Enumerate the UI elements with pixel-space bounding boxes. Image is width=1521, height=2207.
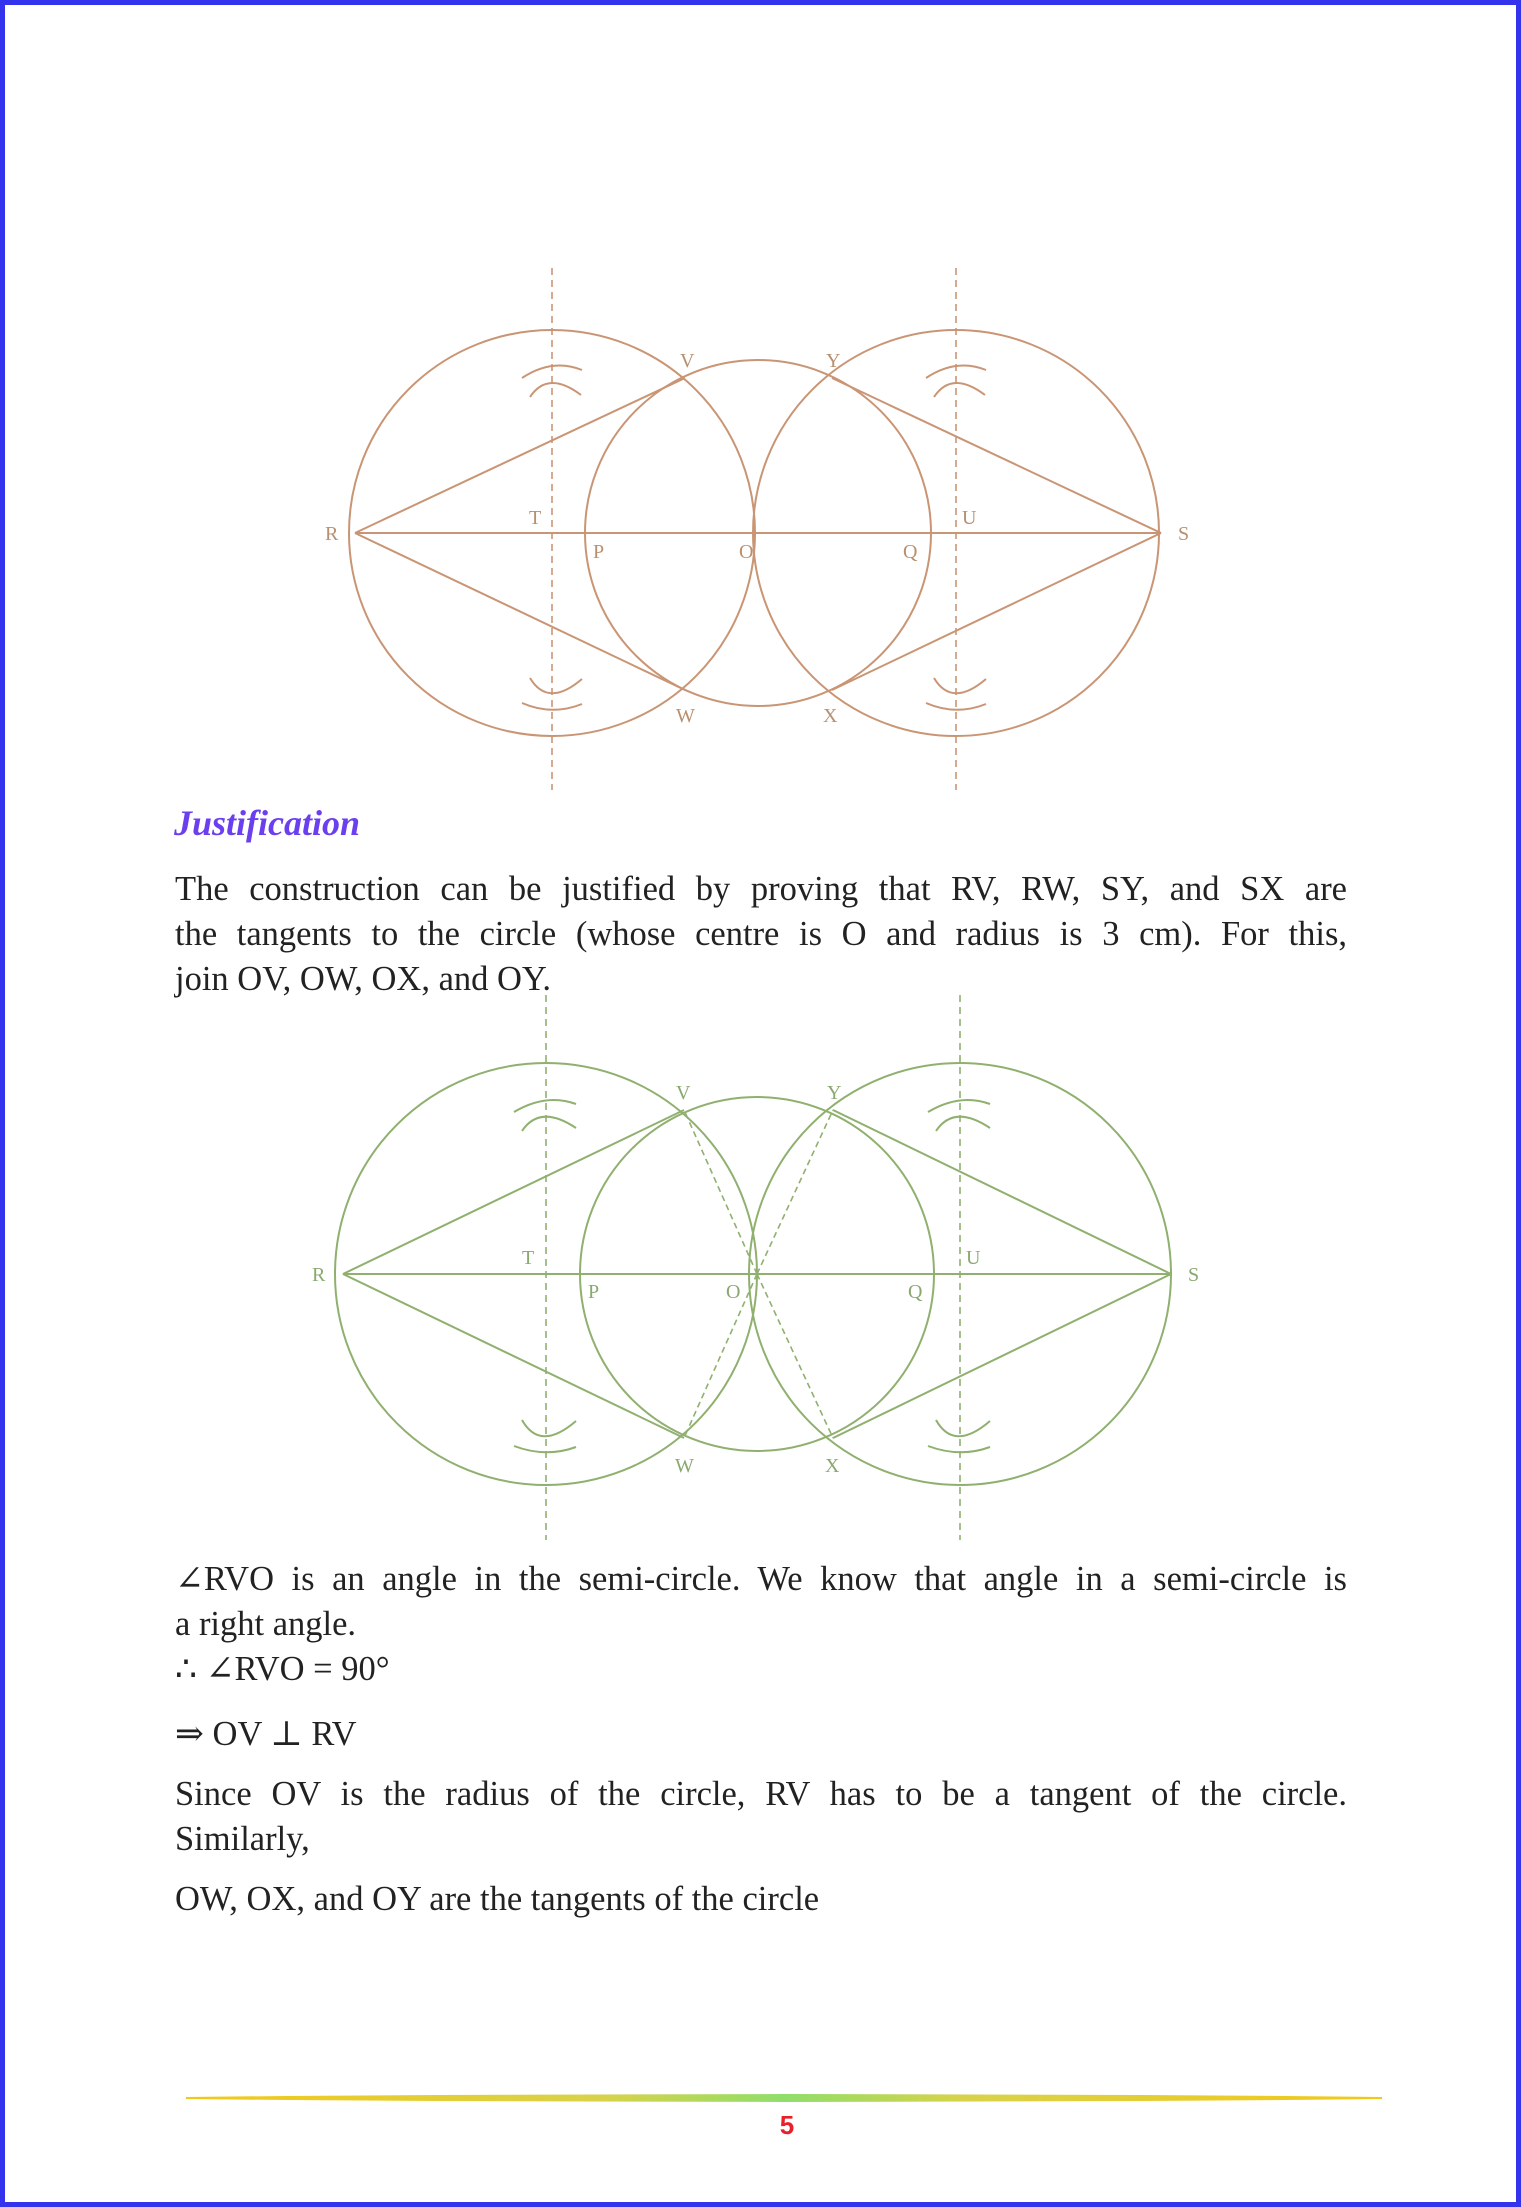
label-Y: Y [827, 1082, 842, 1104]
page-number: 5 [779, 2110, 795, 2140]
proof-line-1: ∠RVO is an angle in the semi-circle. We know that angle in a semi-circle is [175, 1560, 1347, 1598]
label-Y: Y [826, 350, 841, 372]
label-R: R [312, 1264, 326, 1286]
proof-line-6: Similarly, [175, 1820, 310, 1858]
proof-line-7: OW, OX, and OY are the tangents of the circle [175, 1880, 820, 1918]
label-V: V [676, 1082, 691, 1104]
label-U: U [966, 1247, 981, 1269]
label-R: R [325, 523, 339, 545]
label-U: U [962, 507, 977, 529]
proof-line-2: a right angle. [175, 1605, 357, 1643]
label-Q: Q [903, 541, 918, 563]
label-T: T [522, 1247, 535, 1269]
label-O: O [726, 1281, 741, 1303]
label-X: X [823, 705, 838, 727]
label-Q: Q [908, 1281, 923, 1303]
label-S: S [1188, 1264, 1200, 1286]
label-W: W [676, 705, 695, 727]
label-S: S [1178, 523, 1190, 545]
justification-line-1: The construction can be justified by proving that RV, RW, SY, and SX are [175, 870, 1347, 908]
label-P: P [588, 1281, 600, 1303]
footer-divider [186, 2093, 1382, 2103]
justification-line-2: the tangents to the circle (whose centre is O and radius is 3 cm). For this, [175, 915, 1347, 953]
label-V: V [680, 350, 695, 372]
label-O: O [739, 541, 754, 563]
label-P: P [593, 541, 605, 563]
label-T: T [529, 507, 542, 529]
section-heading-justification: Justification [174, 803, 361, 843]
proof-line-4: ⇒ OV ⊥ RV [175, 1715, 357, 1753]
label-W: W [675, 1455, 694, 1477]
justification-line-3: join OV, OW, OX, and OY. [175, 960, 552, 998]
proof-line-3: ∴ ∠RVO = 90° [175, 1650, 390, 1688]
proof-line-5: Since OV is the radius of the circle, RV has to be a tangent of the circle. [175, 1775, 1347, 1813]
label-X: X [825, 1455, 840, 1477]
